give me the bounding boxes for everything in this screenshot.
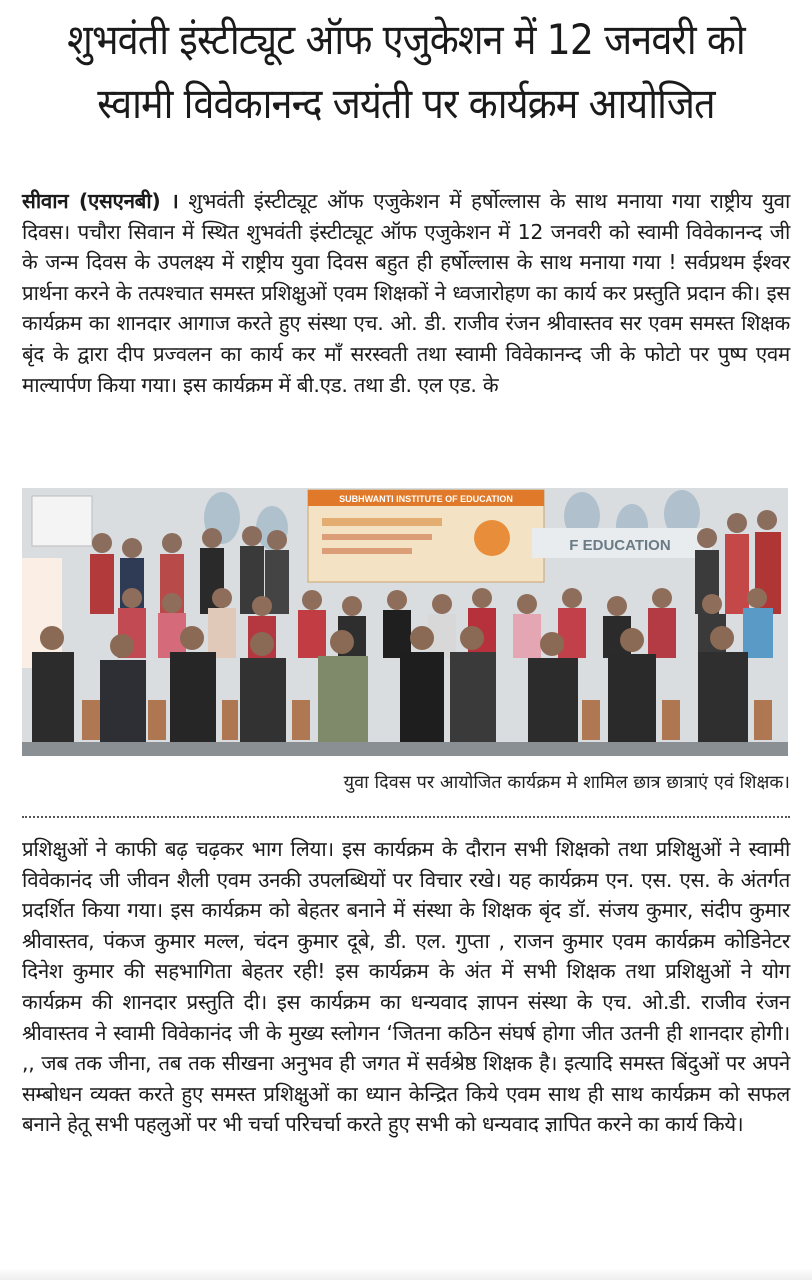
next-article-cutoff <box>0 1268 812 1280</box>
group-photo-illustration <box>22 488 788 756</box>
caption-divider <box>22 816 790 818</box>
article-paragraph-1 <box>22 186 790 486</box>
wall-lettering: F EDUCATION <box>569 537 671 554</box>
banner-text: SUBHWANTI INSTITUTE OF EDUCATION <box>339 494 513 504</box>
dateline: सीवान (एसएनबी) । <box>22 189 179 213</box>
headline-line-1: शुभवंती इंस्टीट्यूट ऑफ एजुकेशन में 12 जनवरी को <box>67 15 745 64</box>
headline-line-2: स्वामी विवेकानन्द जयंती पर कार्यक्रम आयोजित <box>97 79 715 128</box>
event-group-photo <box>22 488 788 756</box>
paragraph-1-body: शुभवंती इंस्टीट्यूट ऑफ एजुकेशन में हर्षोल्लास के साथ मनाया गया राष्ट्रीय युवा दिवस। पचौरा सिवान में स्थित शुभवंती इंस्टीट्यूट ऑफ एजुकेशन में 12 जनवरी को स्वामी विवेकानन्द जी के जन्म दिवस के उपलक्ष्य में राष्ट्रीय युवा दिवस बहुत ही हर्षोल्लास के साथ मनाया गया ! सर्वप्रथम ईश्वर प्रार्थना करने के तत्पश्चात समस्त प्रशिक्षुओं एवम शिक्षकों ने ध्वजारोहण का कार्य कर प्रस्तुति प्रदान की। इस कार्यक्रम का शानदार आगाज करते हुए संस्था एच. ओ. डी. राजीव रंजन श्रीवास्तव सर एवम समस्त शिक्षक बृंद के द्वारा दीप प्रज्वलन का कार्य कर माँ सरस्वती तथा स्वामी विवेकानन्द जी के फोटो पर पुष्प एवम माल्यार्पण किया गया। इस कार्यक्रम में बी.एड. तथा डी. एल एड. के <box>22 189 791 397</box>
headline <box>0 8 812 136</box>
photo-caption: युवा दिवस पर आयोजित कार्यक्रम मे शामिल छात्र छात्राएं एवं शिक्षक। <box>343 772 790 793</box>
article-paragraph-2: प्रशिक्षुओं ने काफी बढ़ चढ़कर भाग लिया। इस कार्यक्रम के दौरान सभी शिक्षको तथा प्रशिक्षुओं ने स्वामी विवेकानंद जी जीवन शैली एवम उनकी उपलब्धियों पर विचार रखे। यह कार्यक्रम एन. एस. एस. के अंतर्गत प्रदर्शित किया गया। इस कार्यक्रम को बेहतर बनाने में संस्था के शिक्षक बृंद डॉ. संजय कुमार, संदीप कुमार श्रीवास्तव, पंकज कुमार मल्ल, चंदन कुमार दूबे, डी. एल. गुप्ता , राजन कुमार एवम कार्यक्रम कोडिनेटर दिनेश कुमार की सहभागिता बेहतर रही! इस कार्यक्रम के अंत में सभी शिक्षक तथा प्रशिक्षुओं ने योग कार्यक्रम की शानदार प्रस्तुति दी। इस कार्यक्रम का धन्यवाद ज्ञापन संस्था के एच. ओ.डी. राजीव रंजन श्रीवास्तव ने स्वामी विवेकानंद जी के मुख्य स्लोगन ‘जितना कठिन संघर्ष होगा जीत उतनी ही शानदार होगी। ,, जब तक जीना, तब तक सीखना अनुभव ही जगत में सर्वश्रेष्ठ शिक्षक है। इत्यादि समस्त बिंदुओं पर अपने सम्बोधन व्यक्त करते हुए समस्त प्रशिक्षुओं का ध्यान केन्द्रित किये एवम साथ ही साथ कार्यक्रम को सफल बनाने हेतू सभी पहलुओं पर भी चर्चा परिचर्चा करते हुए सभी को धन्यवाद ज्ञापित करने का कार्य किये। <box>22 837 790 1137</box>
